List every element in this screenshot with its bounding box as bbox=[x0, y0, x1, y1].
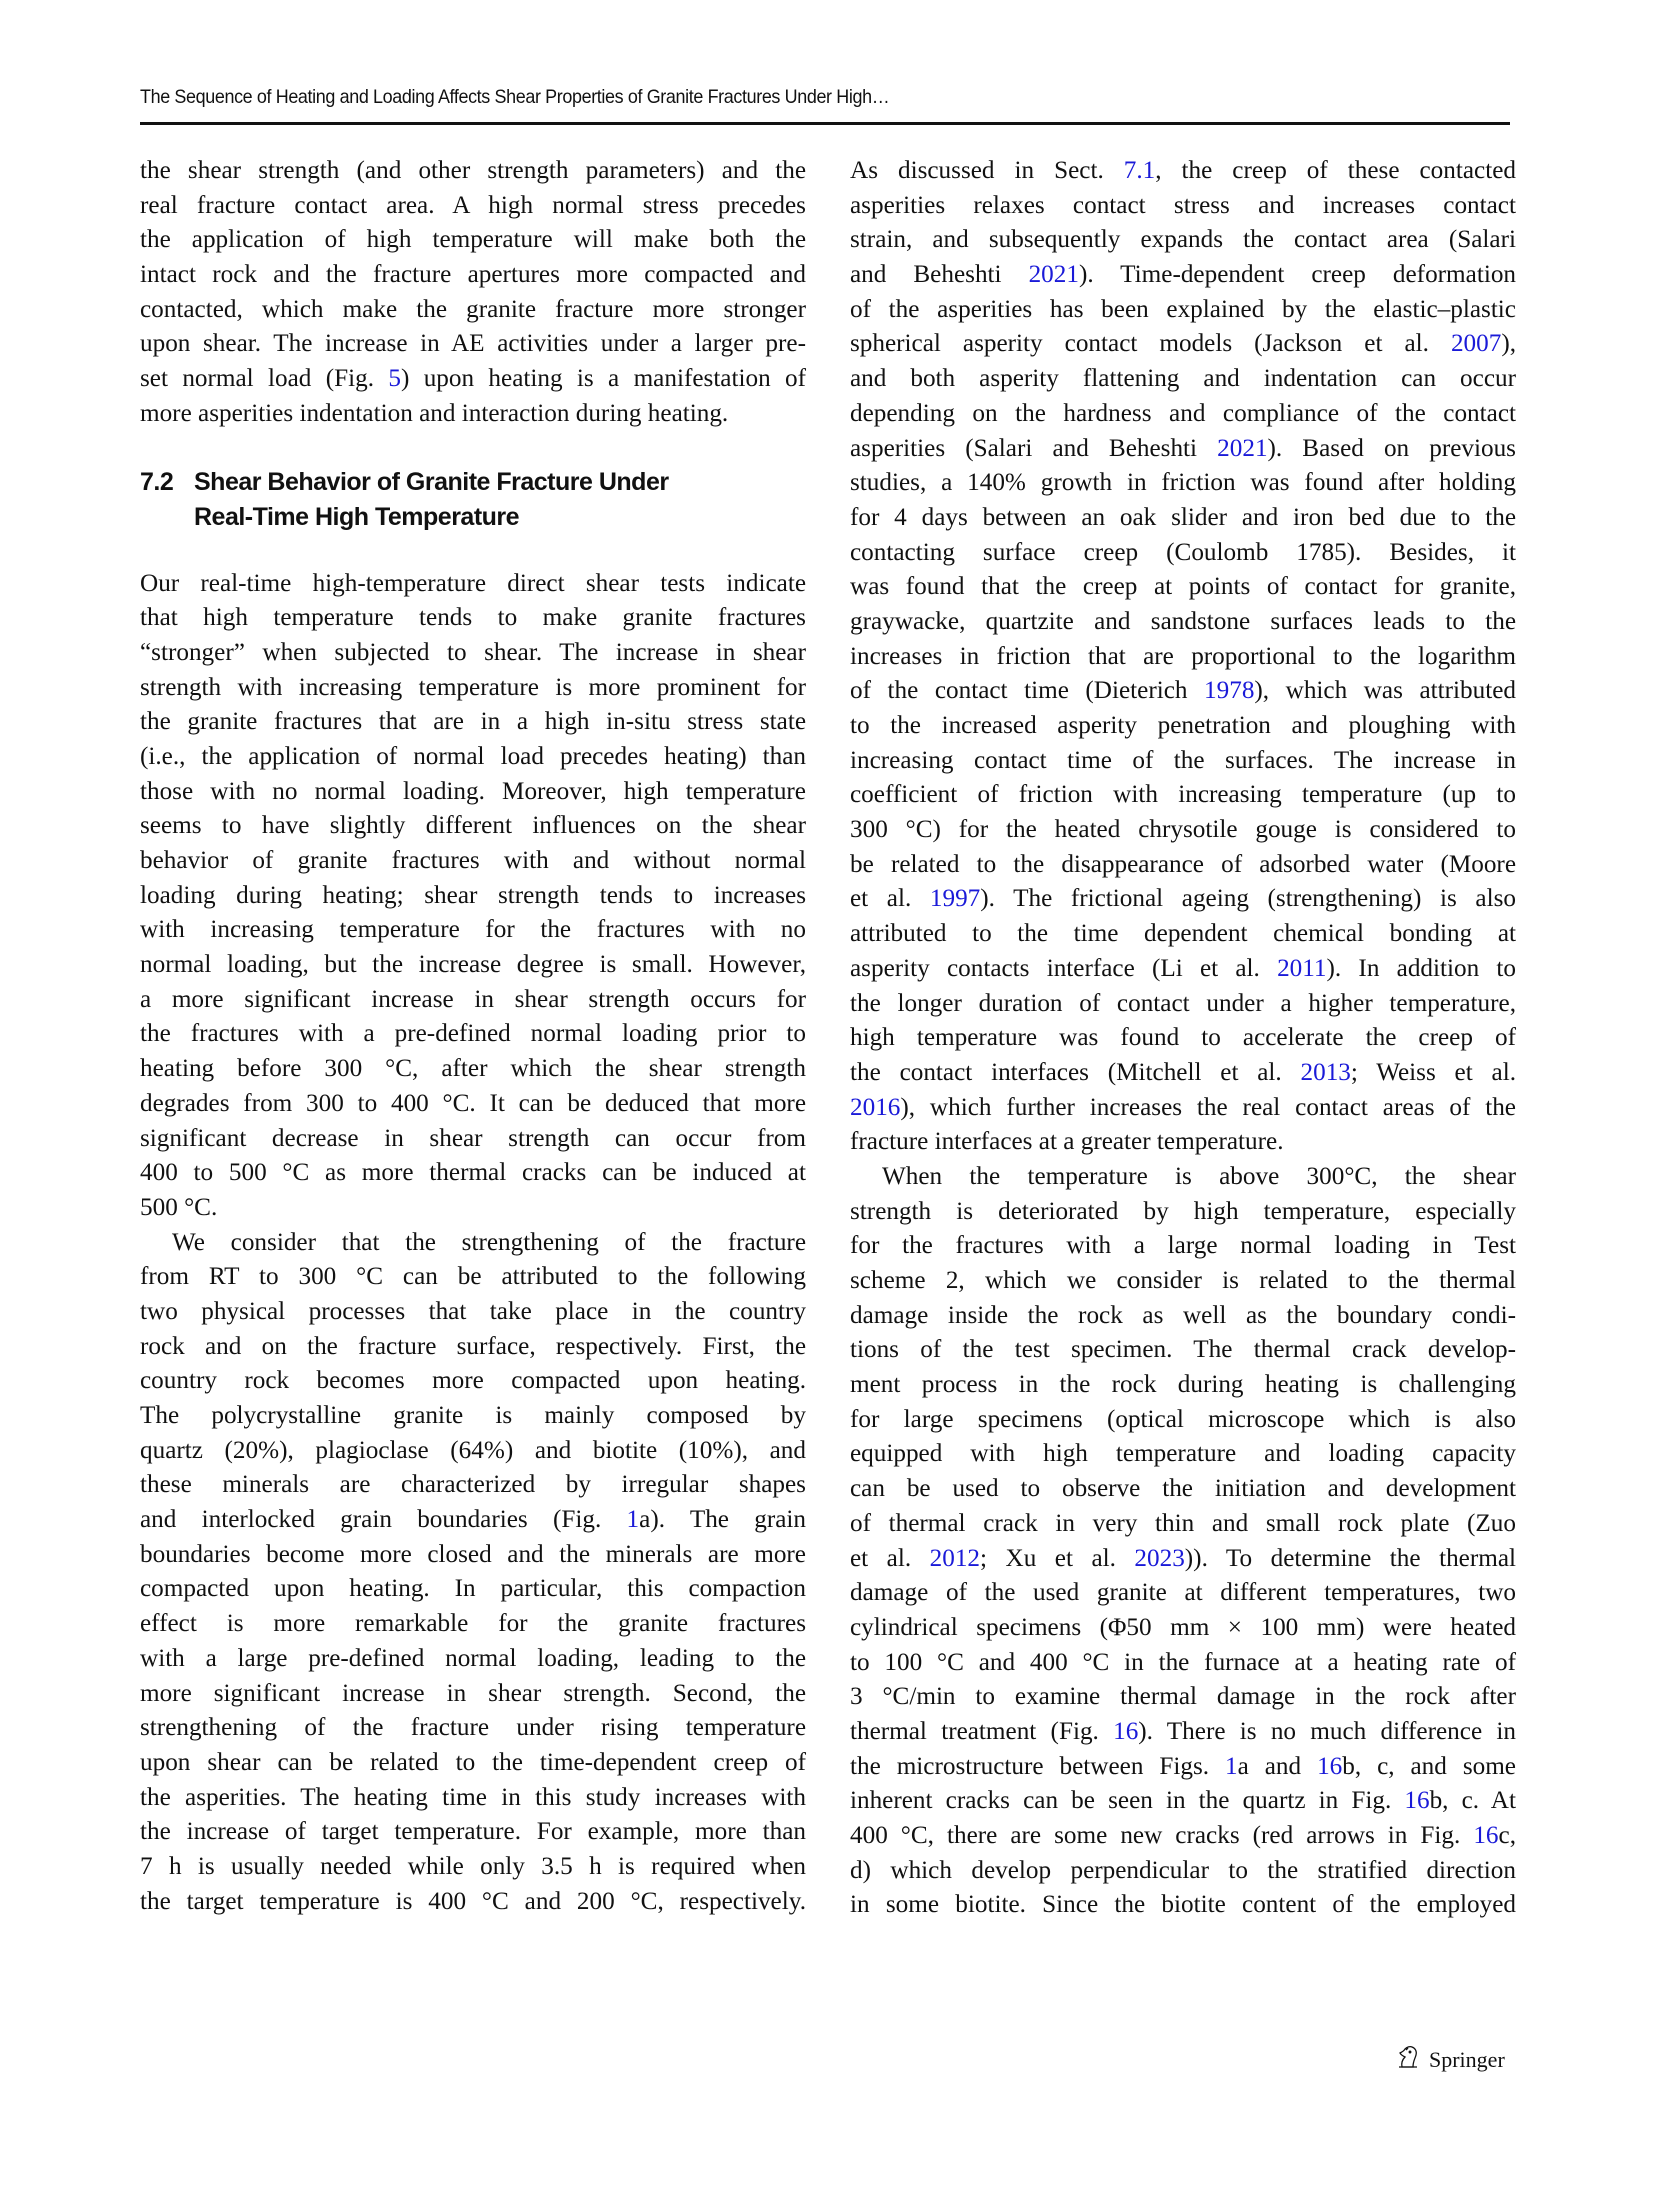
text-line: effect is more remarkable for the granite fractures bbox=[140, 1610, 806, 1638]
text-line: increases in friction that are proportional to the logarithm bbox=[850, 642, 1516, 670]
citation-link[interactable]: 16 bbox=[1404, 1787, 1430, 1815]
text-line: be related to the disappearance of adsorbed water (Moore bbox=[850, 850, 1516, 878]
text-line: heating before 300 °C, after which the shear strength bbox=[140, 1055, 806, 1083]
text-line: 7 h is usually needed while only 3.5 h is required when bbox=[140, 1852, 806, 1880]
text-line: of thermal crack in very thin and small rock plate (Zuo bbox=[850, 1509, 1516, 1537]
text-line: scheme 2, which we consider is related to the thermal bbox=[850, 1267, 1516, 1294]
text-line: two physical processes that take place in the country bbox=[140, 1297, 806, 1325]
citation-link[interactable]: 1 bbox=[1225, 1752, 1238, 1780]
text-line: boundaries become more closed and the minerals are more bbox=[140, 1540, 806, 1568]
text-line: real fracture contact area. A high normal stress precedes bbox=[140, 191, 806, 219]
header-rule bbox=[140, 122, 1510, 125]
text-line: fracture interfaces at a greater temperature. bbox=[850, 1128, 1284, 1156]
section-paragraph-2 bbox=[140, 1226, 806, 1920]
text-line: was found that the creep at points of contact for granite, bbox=[850, 573, 1516, 601]
text-line: spherical asperity contact models (Jackson et al. 2007), bbox=[850, 330, 1516, 358]
text-line: upon shear. The increase in AE activities under a larger pre- bbox=[140, 330, 806, 358]
text-line: depending on the hardness and compliance of the contact bbox=[850, 399, 1516, 427]
text-line: equipped with high temperature and loading capacity bbox=[850, 1440, 1516, 1468]
text-line: the target temperature is 400 °C and 200 °C, respectively. bbox=[140, 1887, 806, 1915]
text-line: asperity contacts interface (Li et al. 2011). In addition to bbox=[850, 954, 1516, 982]
right-column bbox=[850, 154, 1516, 1923]
text-line: strength with increasing temperature is more prominent for bbox=[140, 673, 806, 701]
text-line: more significant increase in shear strength. Second, the bbox=[140, 1679, 806, 1707]
text-line: 300 °C) for the heated chrysotile gouge is considered to bbox=[850, 816, 1516, 844]
left-column bbox=[140, 154, 806, 1919]
text-line: Our real-time high-temperature direct shear tests indicate bbox=[140, 569, 806, 597]
citation-link[interactable]: 2021 bbox=[1028, 261, 1079, 289]
text-line: the longer duration of contact under a higher temperature, bbox=[850, 989, 1516, 1017]
text-line: normal loading, but the increase degree is small. However, bbox=[140, 951, 806, 979]
text-line: with a large pre-defined normal loading, leading to the bbox=[140, 1644, 806, 1672]
text-line: for the fractures with a large normal loading in Test bbox=[850, 1232, 1516, 1260]
right-paragraph-2 bbox=[850, 1160, 1516, 1923]
text-line: more asperities indentation and interaction during heating. bbox=[140, 399, 729, 427]
text-line: graywacke, quartzite and sandstone surfaces leads to the bbox=[850, 607, 1516, 635]
citation-link[interactable]: 2016 bbox=[850, 1093, 901, 1121]
text-line: the contact interfaces (Mitchell et al. 2013; Weiss et al. bbox=[850, 1058, 1516, 1086]
text-line: for large specimens (optical microscope which is also bbox=[850, 1405, 1516, 1433]
text-line: set normal load (Fig. 5) upon heating is a manifestation of bbox=[140, 365, 807, 393]
intro-paragraph bbox=[140, 154, 806, 432]
text-line: upon shear can be related to the time-dependent creep of bbox=[140, 1748, 806, 1776]
citation-link[interactable]: 1 bbox=[626, 1506, 640, 1534]
text-line: 500 °C. bbox=[140, 1193, 218, 1221]
text-line: As discussed in Sect. 7.1, the creep of these contacted bbox=[850, 157, 1516, 184]
text-line: compacted upon heating. In particular, this compaction bbox=[140, 1575, 806, 1603]
text-line: from RT to 300 °C can be attributed to the following bbox=[140, 1263, 806, 1291]
text-line: asperities relaxes contact stress and increases contact bbox=[850, 191, 1516, 219]
text-line: can be used to observe the initiation and development bbox=[850, 1475, 1516, 1503]
text-line: 400 to 500 °C as more thermal cracks can be induced at bbox=[140, 1159, 806, 1187]
text-line: intact rock and the fracture apertures more compacted and bbox=[140, 261, 806, 289]
section-title-line2: Real-Time High Temperature bbox=[194, 502, 520, 531]
citation-link[interactable]: 1978 bbox=[1204, 677, 1255, 705]
text-line: studies, a 140% growth in friction was found after holding bbox=[850, 469, 1516, 497]
text-line: to 100 °C and 400 °C in the furnace at a heating rate of bbox=[850, 1648, 1516, 1676]
citation-link[interactable]: 2013 bbox=[1300, 1058, 1351, 1086]
text-line: damage of the used granite at different temperatures, two bbox=[850, 1579, 1516, 1607]
citation-link[interactable]: 16 bbox=[1473, 1822, 1499, 1849]
text-line: strain, and subsequently expands the contact area (Salari bbox=[850, 226, 1516, 254]
section-title-line1: Shear Behavior of Granite Fracture Under bbox=[194, 467, 669, 496]
running-head: The Sequence of Heating and Loading Affects Shear Properties of Granite Fractures Under High… bbox=[140, 86, 890, 108]
text-line: We consider that the strengthening of the fracture bbox=[172, 1228, 806, 1256]
text-line: inherent cracks can be seen in the quartz in Fig. 16b, c. At bbox=[850, 1787, 1516, 1815]
citation-link[interactable]: 2007 bbox=[1450, 330, 1502, 358]
publisher-name: Springer bbox=[1429, 2047, 1505, 2072]
text-line: d) which develop perpendicular to the stratified direction bbox=[850, 1856, 1516, 1884]
text-line: to the increased asperity penetration and ploughing with bbox=[850, 712, 1516, 739]
text-line: loading during heating; shear strength tends to increases bbox=[140, 881, 806, 909]
text-line: these minerals are characterized by irregular shapes bbox=[140, 1471, 806, 1499]
text-line: country rock becomes more compacted upon heating. bbox=[140, 1367, 806, 1395]
text-line: et al. 1997). The frictional ageing (strengthening) is also bbox=[850, 885, 1516, 913]
citation-link[interactable]: 2023 bbox=[1134, 1544, 1185, 1572]
citation-link[interactable]: 2021 bbox=[1217, 434, 1268, 462]
text-line: strengthening of the fracture under rising temperature bbox=[140, 1714, 806, 1742]
text-line: contacting surface creep (Coulomb 1785). Besides, it bbox=[850, 538, 1516, 566]
text-line: 400 °C, there are some new cracks (red arrows in Fig. 16c, bbox=[850, 1822, 1516, 1849]
text-line: the fractures with a pre-defined normal loading prior to bbox=[140, 1020, 806, 1048]
section-number: 7.2 bbox=[140, 467, 174, 496]
citation-link[interactable]: 7.1 bbox=[1123, 157, 1156, 184]
text-line: The polycrystalline granite is mainly composed by bbox=[140, 1402, 806, 1429]
text-line: seems to have slightly different influences on the shear bbox=[140, 812, 806, 840]
text-line: strength is deteriorated by high temperature, especially bbox=[850, 1197, 1516, 1225]
text-line: and interlocked grain boundaries (Fig. 1a). The grain bbox=[140, 1506, 806, 1534]
citation-link[interactable]: 16 bbox=[1317, 1752, 1343, 1780]
text-line: “stronger” when subjected to shear. The increase in shear bbox=[140, 638, 806, 666]
text-line: thermal treatment (Fig. 16). There is no much difference in bbox=[850, 1717, 1516, 1745]
text-line: behavior of granite fractures with and without normal bbox=[140, 847, 806, 874]
springer-horse-icon bbox=[1395, 2044, 1421, 2076]
text-line: increasing contact time of the surfaces. The increase in bbox=[850, 746, 1516, 774]
text-line: of the asperities has been explained by the elastic–plastic bbox=[850, 295, 1516, 323]
text-line: the application of high temperature will make both the bbox=[140, 226, 806, 254]
text-line: cylindrical specimens (Φ50 mm × 100 mm) were heated bbox=[850, 1613, 1516, 1641]
text-line: et al. 2012; Xu et al. 2023)). To determine the thermal bbox=[850, 1544, 1516, 1572]
text-line: a more significant increase in shear strength occurs for bbox=[140, 985, 806, 1013]
citation-link[interactable]: 1997 bbox=[929, 885, 981, 913]
text-line: quartz (20%), plagioclase (64%) and biotite (10%), and bbox=[140, 1436, 806, 1464]
text-line: attributed to the time dependent chemical bonding at bbox=[850, 920, 1516, 948]
text-line: the microstructure between Figs. 1a and 16b, c, and some bbox=[850, 1752, 1516, 1780]
publisher-logo bbox=[1395, 2044, 1505, 2076]
text-line: in some biotite. Since the biotite content of the employed bbox=[850, 1891, 1516, 1919]
right-paragraph-1 bbox=[850, 154, 1516, 1160]
citation-link[interactable]: 2012 bbox=[929, 1544, 981, 1572]
citation-link[interactable]: 16 bbox=[1113, 1717, 1139, 1745]
text-line: the granite fractures that are in a high in-situ stress state bbox=[140, 708, 806, 736]
text-line: rock and on the fracture surface, respectively. First, the bbox=[140, 1332, 806, 1360]
text-line: the shear strength (and other strength parameters) and the bbox=[140, 157, 806, 184]
text-line: high temperature was found to accelerate the creep of bbox=[850, 1024, 1516, 1052]
text-line: coefficient of friction with increasing temperature (up to bbox=[850, 781, 1516, 809]
text-line: and both asperity flattening and indentation can occur bbox=[850, 365, 1516, 393]
text-line: the increase of target temperature. For example, more than bbox=[140, 1818, 806, 1846]
text-line: When the temperature is above 300°C, the shear bbox=[882, 1162, 1516, 1190]
text-line: those with no normal loading. Moreover, high temperature bbox=[140, 777, 806, 805]
text-line: tions of the test specimen. The thermal crack develop- bbox=[850, 1336, 1516, 1364]
text-line: for 4 days between an oak slider and iron bed due to the bbox=[850, 503, 1516, 531]
text-line: degrades from 300 to 400 °C. It can be deduced that more bbox=[140, 1089, 806, 1117]
text-line: 3 °C/min to examine thermal damage in the rock after bbox=[850, 1683, 1516, 1711]
text-line: of the contact time (Dieterich 1978), which was attributed bbox=[850, 677, 1516, 705]
text-line: and Beheshti 2021). Time-dependent creep deformation bbox=[850, 261, 1517, 289]
text-line: that high temperature tends to make granite fractures bbox=[140, 604, 806, 632]
text-line: asperities (Salari and Beheshti 2021). Based on previous bbox=[850, 434, 1516, 462]
citation-link[interactable]: 2011 bbox=[1277, 954, 1327, 982]
text-line: contacted, which make the granite fracture more stronger bbox=[140, 295, 806, 323]
section-heading bbox=[140, 465, 806, 535]
text-line: (i.e., the application of normal load precedes heating) than bbox=[140, 742, 806, 770]
text-line: ment process in the rock during heating is challenging bbox=[850, 1371, 1516, 1399]
citation-link[interactable]: 5 bbox=[388, 365, 401, 393]
text-line: damage inside the rock as well as the boundary condi- bbox=[850, 1301, 1516, 1329]
text-line: the asperities. The heating time in this study increases with bbox=[140, 1783, 806, 1811]
text-line: with increasing temperature for the fractures with no bbox=[140, 916, 806, 944]
section-paragraph-1 bbox=[140, 567, 806, 1226]
text-line: significant decrease in shear strength can occur from bbox=[140, 1124, 806, 1152]
text-line: 2016), which further increases the real contact areas of the bbox=[850, 1093, 1516, 1121]
